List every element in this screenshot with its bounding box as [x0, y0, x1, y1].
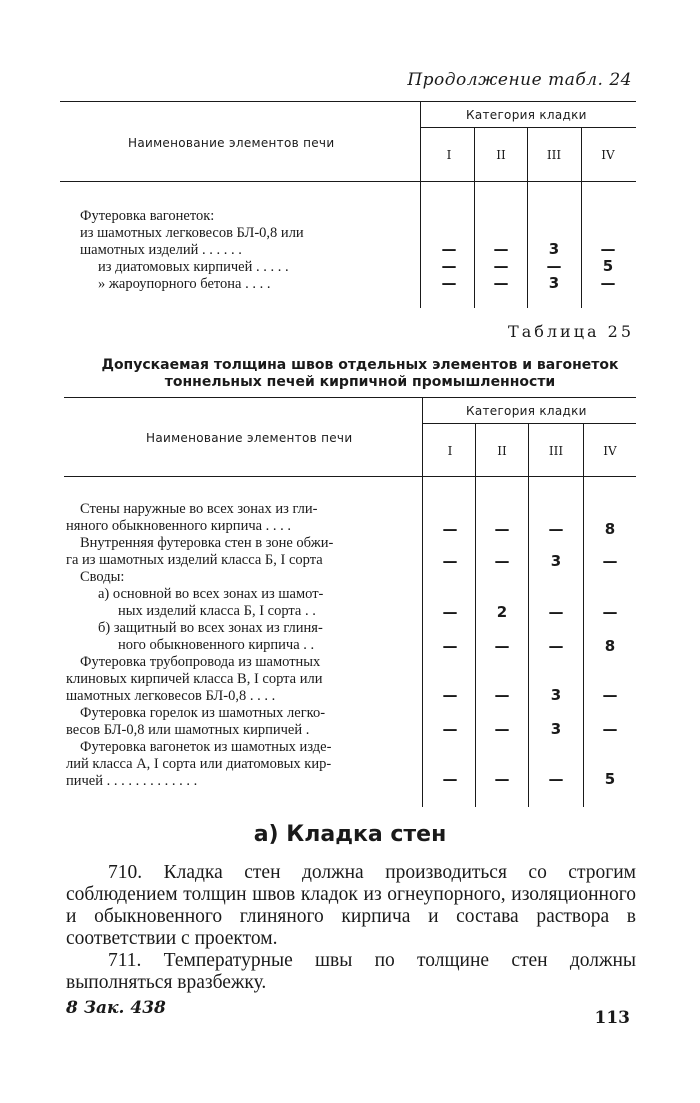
table-25-header-rule — [64, 476, 636, 477]
table-row-label: Футеровка трубопровода из шамотных — [80, 654, 321, 670]
table-cell: 3 — [548, 240, 560, 258]
table-25-category-header: Категория кладки — [466, 404, 587, 418]
table-cell: 3 — [550, 552, 562, 570]
table-row-label: из шамотных легковесов БЛ-0,8 или — [80, 225, 304, 241]
table-cell: 2 — [496, 603, 508, 621]
continuation-caption: Продолжение табл. 24 — [407, 70, 632, 90]
paragraph-711: 711. Температурные швы по толщине стен должны выполняться вразбежку. — [66, 950, 636, 993]
table-cell: — — [600, 240, 616, 258]
table-cell: — — [600, 274, 616, 292]
table-25-title-line: Допускаемая толщина швов отдельных элементов и вагонеток — [101, 357, 619, 373]
page-number: 113 — [594, 1008, 630, 1028]
table-row-label: Стены наружные во всех зонах из гли- — [80, 501, 318, 517]
table-25-col-ii: II — [497, 444, 507, 458]
table-25-title-line: тоннельных печей кирпичной промышленности — [164, 374, 556, 390]
table-row-label: Футеровка горелок из шамотных легко- — [80, 705, 326, 721]
table-25-divider — [528, 423, 529, 807]
table-cell: — — [494, 637, 510, 655]
table-row-label: Футеровка вагонеток: — [80, 208, 215, 224]
table-cell: — — [442, 770, 458, 788]
table-24-category-header: Категория кладки — [466, 108, 587, 122]
table-row-label: клиновых кирпичей класса В, I сорта или — [66, 671, 323, 687]
table-25-divider — [422, 397, 423, 807]
table-row-label: няного обыкновенного кирпича . . . . — [66, 518, 292, 534]
table-cell: — — [441, 257, 457, 275]
table-cell: — — [442, 686, 458, 704]
table-25-title — [70, 357, 650, 391]
table-cell: 3 — [550, 720, 562, 738]
section-heading: а) Кладка стен — [253, 822, 447, 847]
table-25-col-iv: IV — [603, 444, 617, 458]
table-25-col-iii: III — [548, 444, 564, 458]
table-row-label: ного обыкновенного кирпича . . — [118, 637, 315, 653]
table-cell: — — [493, 257, 509, 275]
table-24-top-rule — [60, 101, 636, 102]
table-cell: — — [441, 274, 457, 292]
table-cell: — — [602, 686, 618, 704]
table-row-label: лий класса А, I сорта или диатомовых кир- — [66, 756, 332, 772]
footer-order-number: 8 Зак. 438 — [66, 998, 166, 1018]
table-cell: — — [442, 637, 458, 655]
table-24-col-i: I — [446, 148, 452, 162]
table-cell: 5 — [604, 770, 616, 788]
table-24-header-rule — [60, 181, 636, 182]
table-cell: 3 — [548, 274, 560, 292]
table-cell: — — [602, 720, 618, 738]
table-cell: 3 — [550, 686, 562, 704]
table-cell: — — [494, 720, 510, 738]
table-cell: — — [602, 552, 618, 570]
table-cell: — — [442, 520, 458, 538]
table-cell: — — [546, 257, 562, 275]
paragraph-710: 710. Кладка стен должна производиться со строгим соблюдением толщин швов кладок из огнеупорного, изоляционного и обыкновенного глиняного кирпича и состава раствора в соответствии с проектом. — [66, 862, 636, 949]
table-cell: — — [441, 240, 457, 258]
table-24-col-iv: IV — [601, 148, 615, 162]
table-cell: — — [602, 603, 618, 621]
table-row-label: пичей . . . . . . . . . . . . . — [66, 773, 198, 789]
table-cell: — — [493, 240, 509, 258]
table-24-col-ii: II — [496, 148, 506, 162]
table-cell: — — [494, 552, 510, 570]
table-cell: 8 — [604, 520, 616, 538]
table-25-col-i: I — [447, 444, 453, 458]
table-row-label: Внутренняя футеровка стен в зоне обжи- — [80, 535, 334, 551]
table-cell: — — [548, 603, 564, 621]
table-cell: — — [442, 552, 458, 570]
table-cell: 5 — [602, 257, 614, 275]
table-cell: — — [548, 520, 564, 538]
table-row-label: шамотных изделий . . . . . . — [80, 242, 242, 258]
table-25-number: Таблица 25 — [508, 322, 634, 341]
table-24-col-iii: III — [546, 148, 562, 162]
table-cell: — — [442, 603, 458, 621]
table-row-label: из диатомовых кирпичей . . . . . — [98, 259, 289, 275]
table-row-label: Футеровка вагонеток из шамотных изде- — [80, 739, 332, 755]
table-cell: 8 — [604, 637, 616, 655]
table-cell: — — [494, 770, 510, 788]
table-row-label: » жароупорного бетона . . . . — [98, 276, 271, 292]
table-25-name-header: Наименование элементов печи — [146, 431, 353, 445]
table-row-label: га из шамотных изделий класса Б, I сорта — [66, 552, 323, 568]
table-row-label: шамотных легковесов БЛ-0,8 . . . . — [66, 688, 276, 704]
table-row-label: б) защитный во всех зонах из глиня- — [98, 620, 323, 636]
table-cell: — — [494, 686, 510, 704]
table-cell: — — [442, 720, 458, 738]
table-row-label: а) основной во всех зонах из шамот- — [98, 586, 324, 602]
table-row-label: весов БЛ-0,8 или шамотных кирпичей . — [66, 722, 310, 738]
table-row-label: ных изделий класса Б, I сорта . . — [118, 603, 316, 619]
table-cell: — — [548, 637, 564, 655]
table-24-divider — [420, 101, 421, 308]
table-row-label: Своды: — [80, 569, 125, 585]
table-cell: — — [548, 770, 564, 788]
table-24-name-header: Наименование элементов печи — [128, 136, 335, 150]
table-25-top-rule — [64, 397, 636, 398]
table-cell: — — [493, 274, 509, 292]
table-cell: — — [494, 520, 510, 538]
